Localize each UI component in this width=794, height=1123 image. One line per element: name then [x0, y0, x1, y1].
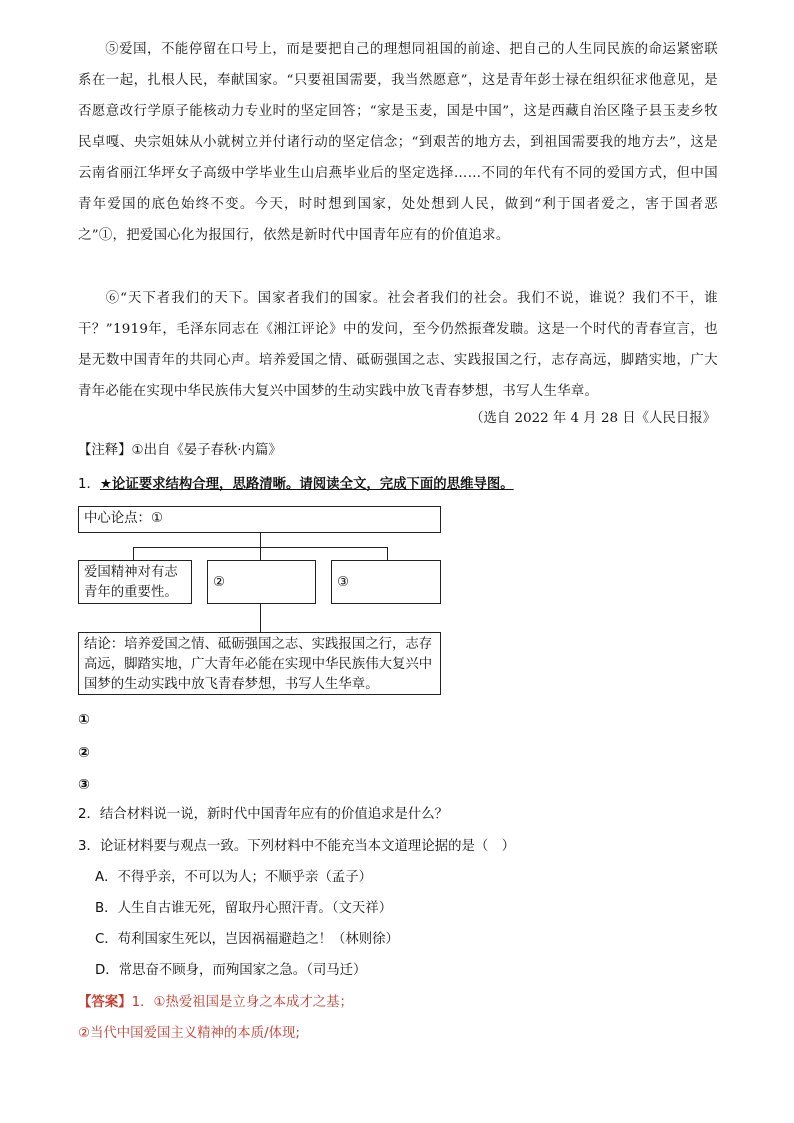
mindmap-connector: [387, 547, 388, 560]
mindmap-branch-2: ②: [207, 560, 316, 604]
mindmap-connector: [260, 547, 261, 560]
paragraph-5-text: ⑤爱国，不能停留在口号上，而是要把自己的理想同祖国的前途、把自己的人生同民族的命运紧密联系在一起，扎根人民，奉献国家。“只要祖国需要，我当然愿意”，这是青年彭士禄在组织征求他意见，是否愿意改行学原子能核动力专业时的坚定回答；“家是玉麦，国是中国”，这是西藏自治区隆子县玉麦乡牧民卓嘎、央宗姐妹从小就树立并付诸行动的坚定信念；“到艰苦的地方去，到祖国需要我的地方去”，这是云南省丽江华坪女子高级中学毕业生山启燕毕业后的坚定选择……不同的年代有不同的爱国方式，但中国青年爱国的底色始终不变。今天，时时想到国家，处处想到人民，做到“利于国者爱之，害于国者恶之”①，把爱国心化为报国行，依然是新时代中国青年应有的价值追求。: [78, 42, 718, 243]
blank-2: ②: [78, 745, 90, 761]
blank-3: ③: [78, 777, 90, 793]
question-1-number: 1．: [78, 477, 100, 492]
question-1: [78, 473, 514, 497]
answer-text-1: 1．①热爱祖国是立身之本成才之基；: [131, 995, 353, 1010]
option-c: C．苟利国家生死以，岂因祸福避趋之！（林则徐）: [95, 932, 399, 947]
question-3-stem: 3．论证材料要与观点一致。下列材料中不能充当本文道理论据的是（ ）: [78, 839, 516, 854]
question-2: 2．结合材料说一说，新时代中国青年应有的价值追求是什么？: [78, 807, 449, 822]
mindmap-conclusion: 结论：培养爱国之情、砥砺强国之志、实践报国之行，志存高远，脚踏实地，广大青年必能在实现中华民族伟大复兴中国梦的生动实践中放飞青春梦想，书写人生华章。: [78, 632, 441, 695]
mindmap-central-thesis: 中心论点：①: [78, 506, 441, 533]
source-citation: （选自 2022 年 4 月 28 日《人民日报》: [470, 411, 716, 426]
blank-1: ①: [78, 712, 90, 728]
question-1-requirement: ★论证要求结构合理，思路清晰。请阅读全文，完成下面的思维导图。: [99, 477, 514, 492]
mindmap-connector: [260, 533, 261, 547]
mindmap-branch-1: 爱国精神对有志青年的重要性。: [78, 560, 192, 604]
annotation-note: 【注释】①出自《晏子春秋·内篇》: [78, 443, 282, 458]
answer-line-1: [78, 991, 353, 1015]
passage-paragraph-6: [78, 283, 718, 407]
option-d: D．常思奋不顾身，而殉国家之急。（司马迁）: [95, 963, 367, 978]
paragraph-6-text: ⑥“天下者我们的天下。国家者我们的国家。社会者我们的社会。我们不说，谁说？我们不干，谁干？”1919年，毛泽东同志在《湘江评论》中的发问，至今仍然振聋发聩。这是一个时代的青春宣言，也是无数中国青年的共同心声。培养爱国之情、砥砺强国之志、实践报国之行，志存高远，脚踏实地，广大青年必能在实现中华民族伟大复兴中国梦的生动实践中放飞青春梦想，书写人生华章。: [78, 291, 718, 399]
mindmap-connector: [133, 547, 134, 560]
passage-paragraph-5: [78, 34, 718, 251]
option-b: B．人生自古谁无死，留取丹心照汗青。（文天祥）: [95, 901, 393, 916]
mindmap-connector: [260, 604, 261, 632]
mindmap-branch-3: ③: [331, 560, 441, 604]
answer-line-2: ②当代中国爱国主义精神的本质/体现;: [78, 1026, 300, 1041]
answer-tag: 【答案】: [78, 995, 132, 1010]
option-a: A．不得乎亲，不可以为人；不顺乎亲（孟子）: [95, 870, 372, 885]
